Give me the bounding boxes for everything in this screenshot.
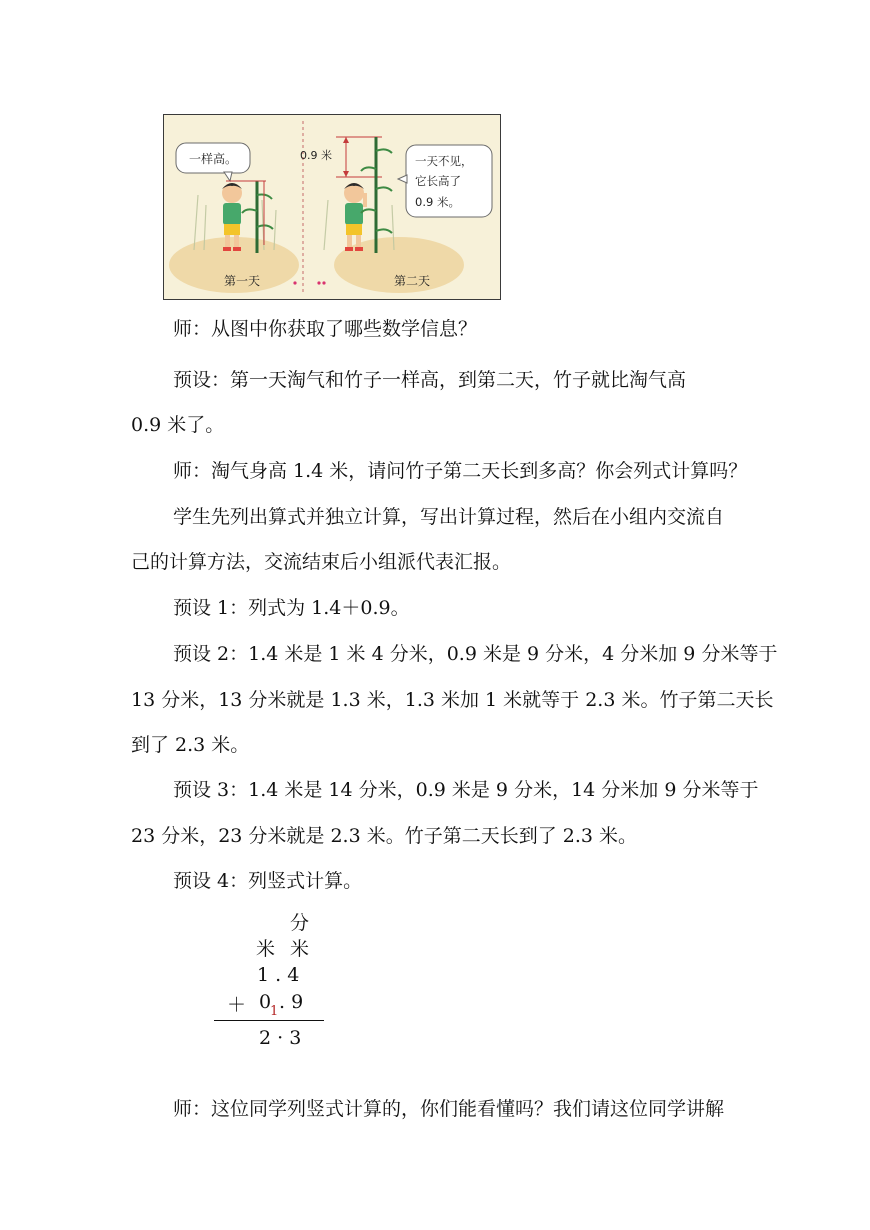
calc-plus-sign: ＋ (227, 994, 247, 1016)
teacher-followup: 师：这位同学列竖式计算的，你们能看懂吗？我们请这位同学讲解 (173, 1098, 725, 1120)
teacher-prompt: 师：淘气身高 1.4 米，请问竹子第二天长到多高？你会列式计算吗？ (173, 460, 748, 482)
preset-4: 预设 4：列竖式计算。 (173, 870, 363, 892)
dot-right-2 (322, 281, 325, 284)
preset-3-line2: 23 分米，23 分米就是 2.3 米。竹子第二天长到了 2.3 米。 (131, 825, 638, 847)
calc-result: 2 · 3 (259, 1027, 302, 1049)
bamboo-scene (164, 115, 500, 299)
teacher-question: 师：从图中你获取了哪些数学信息？ (173, 318, 478, 340)
student-activity-line1: 学生先列出算式并独立计算，写出计算过程，然后在小组内交流自 (173, 506, 725, 528)
calc-header-mi-right: 米 (290, 938, 310, 960)
calc-row-2-digit: 0 (259, 991, 272, 1013)
calc-row-2-rest: . 9 (279, 991, 304, 1013)
dot-left (293, 281, 296, 284)
bubble-right-line1: 一天不见， (415, 154, 473, 168)
dot-right-1 (317, 281, 320, 284)
calc-header-fen: 分 (290, 912, 310, 934)
bubble-left-text: 一样高。 (188, 152, 238, 166)
preset-2-line3: 到了 2.3 米。 (131, 734, 250, 756)
measure-label: 0.9 米 (300, 149, 332, 162)
preset-answer-line1: 预设：第一天淘气和竹子一样高，到第二天，竹子就比淘气高 (173, 369, 687, 391)
preset-2-line1: 预设 2：1.4 米是 1 米 4 分米，0.9 米是 9 分米，4 分米加 9 分米等于 (173, 643, 778, 665)
bamboo-illustration (163, 114, 501, 300)
calc-row-1: 1 . 4 (257, 964, 300, 986)
calc-sum-line (214, 1020, 324, 1021)
preset-2-line2: 13 分米，13 分米就是 1.3 米，1.3 米加 1 米就等于 2.3 米。竹子第二天长 (131, 689, 774, 711)
bubble-right-line2: 它长高了 (415, 174, 461, 188)
calc-carry-mark: 1 (270, 1004, 279, 1019)
preset-answer-line2: 0.9 米了。 (131, 414, 225, 436)
bubble-right-line3: 0.9 米。 (415, 195, 460, 209)
student-activity-line2: 己的计算方法，交流结束后小组派代表汇报。 (131, 551, 512, 573)
caption-right: 第二天 (393, 274, 431, 288)
calc-header-mi-left: 米 (256, 938, 276, 960)
caption-left: 第一天 (223, 274, 261, 288)
preset-1: 预设 1：列式为 1.4＋0.9。 (173, 597, 410, 619)
preset-3-line1: 预设 3：1.4 米是 14 分米，0.9 米是 9 分米，14 分米加 9 分米等于 (173, 779, 759, 801)
